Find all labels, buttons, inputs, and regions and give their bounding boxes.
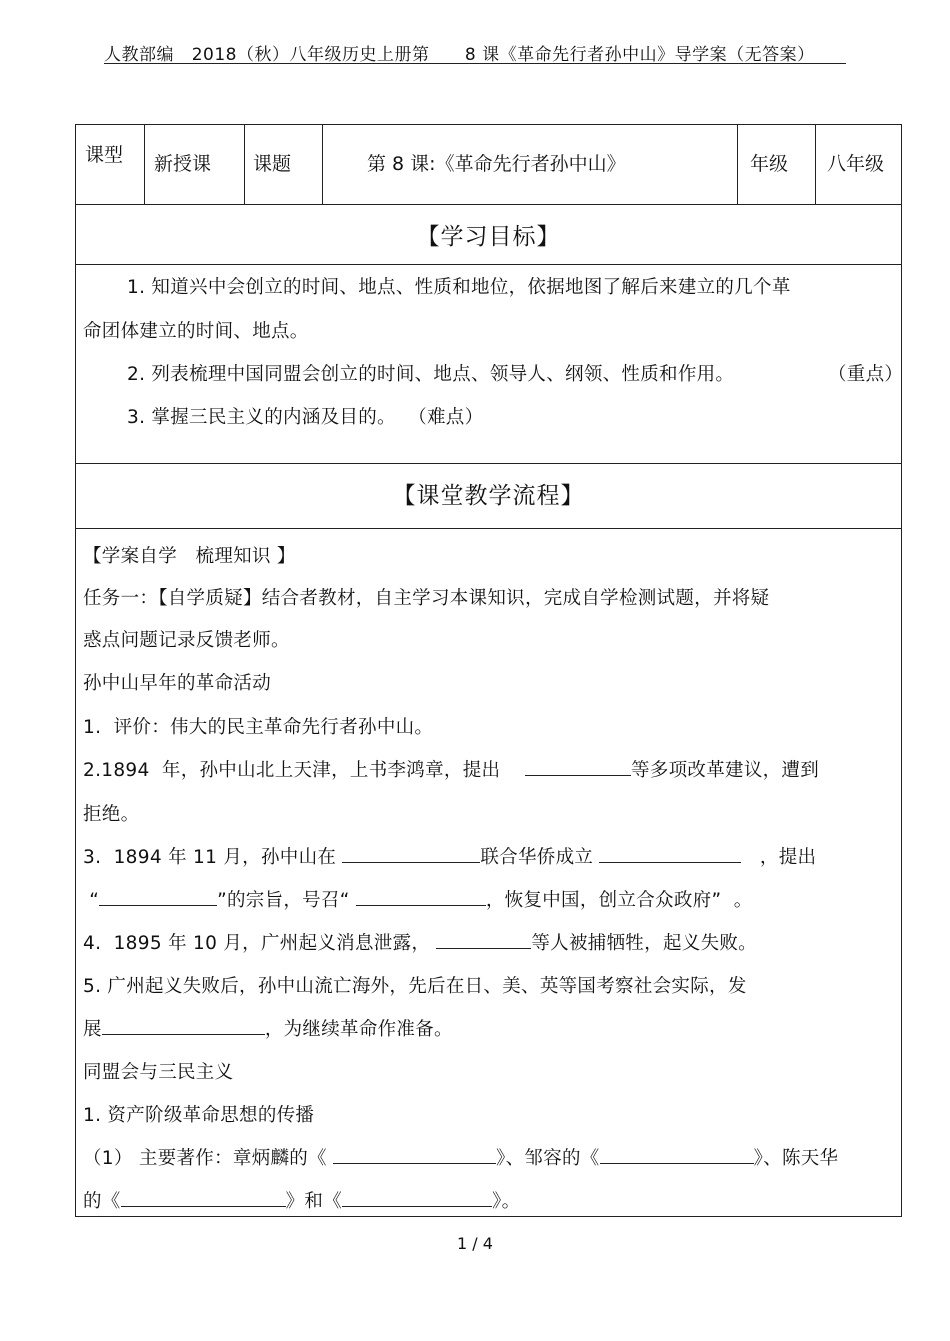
self-study-heading: 【学案自学 梳理知识 】 <box>83 546 296 567</box>
answer-blank[interactable] <box>102 1018 265 1035</box>
question-2-line-a: 2.1894 年，孙中山北上天津，上书李鸿章，提出 等多项改革建议，遭到 <box>83 760 820 781</box>
task1-line-b: 惑点问题记录反馈老师。 <box>83 630 290 651</box>
worksheet-table <box>75 124 902 1217</box>
answer-blank[interactable] <box>436 932 531 949</box>
question-3-line-a: 3. 1894 年 11 月，孙中山在 联合华侨成立 ，提出 <box>83 847 817 868</box>
objectives-heading-rule <box>76 264 901 265</box>
section-early-revolution: 孙中山早年的革命活动 <box>83 673 272 694</box>
alliance-question-1: 1. 资产阶级革命思想的传播 <box>83 1105 315 1126</box>
answer-blank[interactable] <box>342 1190 492 1207</box>
works-line-b: 的《 》和《 》。 <box>83 1191 521 1212</box>
answer-blank[interactable] <box>99 889 217 906</box>
answer-blank[interactable] <box>356 889 486 906</box>
page-header: 人教部编 2018（秋）八年级历史上册第 8 课《革命先行者孙中山》导学案（无答案） <box>104 45 815 65</box>
meta-row <box>76 125 901 205</box>
works-line-a: （1） 主要著作：章炳麟的《 》、邹容的《 》、陈天华 <box>83 1148 839 1169</box>
grade-value: 八年级 <box>827 153 885 175</box>
section-alliance: 同盟会与三民主义 <box>83 1062 234 1083</box>
objective-3: 3. 掌握三民主义的内涵及目的。 （难点） <box>127 407 484 428</box>
answer-blank[interactable] <box>333 1147 496 1164</box>
question-5-line-b: 展 ，为继续革命作准备。 <box>83 1019 453 1040</box>
question-5-line-a: 5. 广州起义失败后，孙中山流亡海外，先后在日、美、英等国考察社会实际，发 <box>83 976 747 997</box>
objective-2-tag: （重点） <box>828 364 904 385</box>
question-3-line-b: “ ”的宗旨，号召“ ，恢复中国，创立合众政府” 。 <box>89 890 753 911</box>
task1-line-a: 任务一：【自学质疑】结合者教材，自主学习本课知识，完成自学检测试题，并将疑 <box>83 588 770 609</box>
answer-blank[interactable] <box>525 759 631 776</box>
question-1: 1. 评价：伟大的民主革命先行者孙中山。 <box>83 717 434 738</box>
answer-blank[interactable] <box>599 846 741 863</box>
process-heading: 【课堂教学流程】 <box>392 483 585 509</box>
objectives-heading: 【学习目标】 <box>416 224 561 250</box>
type-label-cell <box>76 125 145 205</box>
grade-label: 年级 <box>750 153 789 175</box>
answer-blank[interactable] <box>121 1190 286 1207</box>
question-2-line-b: 拒绝。 <box>83 804 140 825</box>
objective-1-line-a: 1. 知道兴中会创立的时间、地点、性质和地位，依据地图了解后来建立的几个革 <box>127 277 791 298</box>
answer-blank[interactable] <box>600 1147 754 1164</box>
question-4: 4. 1895 年 10 月，广州起义消息泄露， 等人被捕牺牲，起义失败。 <box>83 933 757 954</box>
page-number: 1 / 4 <box>457 1234 493 1253</box>
type-value: 新授课 <box>154 153 212 175</box>
objective-2: 2. 列表梳理中国同盟会创立的时间、地点、领导人、纲领、性质和作用。 <box>127 364 735 385</box>
process-heading-rule <box>76 528 901 529</box>
objectives-bottom-rule <box>76 463 901 464</box>
type-value-cell <box>145 125 245 205</box>
header-rule <box>104 63 846 64</box>
grade-label-cell <box>738 125 816 205</box>
topic-label-cell <box>245 125 323 205</box>
topic-label: 课题 <box>253 153 292 175</box>
grade-value-cell <box>816 125 901 205</box>
topic-value-cell <box>323 125 738 205</box>
type-label: 课型 <box>85 144 124 166</box>
topic-value: 第 8 课:《革命先行者孙中山》 <box>367 153 626 175</box>
objective-1-line-b: 命团体建立的时间、地点。 <box>83 321 309 342</box>
answer-blank[interactable] <box>342 846 480 863</box>
